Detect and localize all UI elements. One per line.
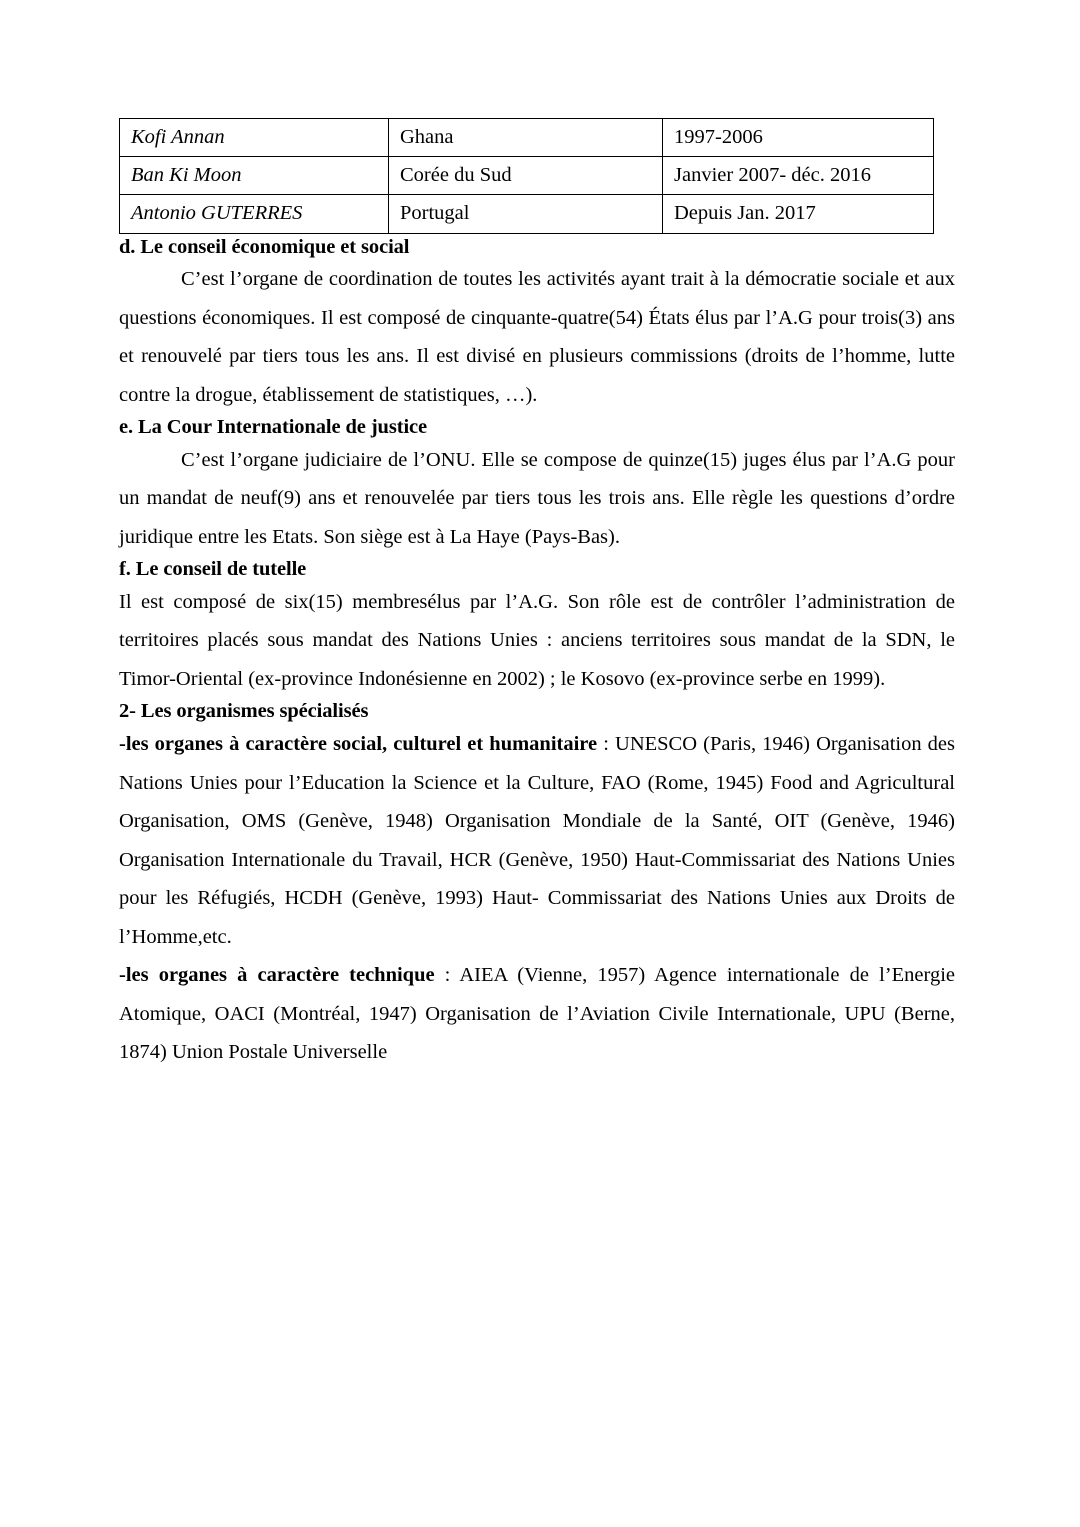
heading-section-e: e. La Cour Internationale de justice [119,416,428,439]
heading-section-f: f. Le conseil de tutelle [119,558,307,581]
separator-colon: : [597,733,616,756]
heading-section-2: 2- Les organismes spécialisés [119,700,369,723]
text-organes-social: UNESCO (Paris, 1946) Organisation des Nations Unies pour l’Education la Science et la Culture, FAO (Rome, 1945) Food and Agricultural Organisation, OMS (Genève, 1948) Organisation Mondiale de la Santé, OIT (Genève, 1946) Organisation Internationale du Travail, HCR (Genève, 1950) Haut-Commissariat des Nations Unies pour les Réfugiés, HCDH (Genève, 1993) Haut- Commissariat des Nations Unies aux Droits de l’Homme,etc. [119,733,956,948]
table-cell-country: Ghana [389,119,663,157]
document-content [119,118,955,1072]
table-cell-term: Janvier 2007- déc. 2016 [663,157,934,195]
table-cell-name: Antonio GUTERRES [120,195,389,233]
table-row [120,119,934,157]
table-row [120,195,934,233]
table-cell-name: Ban Ki Moon [120,157,389,195]
table-cell-country: Corée du Sud [389,157,663,195]
table-body [120,119,934,234]
table-cell-term: Depuis Jan. 2017 [663,195,934,233]
paragraph-organes-technique [119,956,955,1072]
separator-colon: : [434,964,460,987]
paragraph-section-d: C’est l’organe de coordination de toutes les activités ayant trait à la démocratie sociale et aux questions économiques. Il est composé de cinquante-quatre(54) États élus par l’A.G pour trois(3) ans et renouvelé par tiers tous les ans. Il est divisé en plusieurs commissions (droits de l’homme, lutte contre la drogue, établissement de statistiques, …). [119,268,955,406]
table-cell-country: Portugal [389,195,663,233]
text-organes-technique: AIEA (Vienne, 1957) Agence internationale de l’Energie Atomique, OACI (Montréal, 1947) Organisation de l’Aviation Civile Internationale, UPU (Berne, 1874) Union Postale Universelle [119,964,955,1064]
table-row [120,157,934,195]
heading-section-d: d. Le conseil économique et social [119,235,410,258]
secretaries-general-table [119,118,934,234]
table-cell-term: 1997-2006 [663,119,934,157]
paragraph-section-f: Il est composé de six(15) membresélus par l’A.G. Son rôle est de contrôler l’administration de territoires placés sous mandat des Nations Unies : anciens territoires sous mandat de la SDN, le Timor-Oriental (ex-province Indonésienne en 2002) ; le Kosovo (ex-province serbe en 1999). [119,590,955,690]
paragraph-organes-social [119,725,955,956]
lead-organes-technique: -les organes à caractère technique [119,964,435,987]
table-cell-name: Kofi Annan [120,119,389,157]
paragraph-section-e: C’est l’organe judiciaire de l’ONU. Elle se compose de quinze(15) juges élus par l’A.G pour un mandat de neuf(9) ans et renouvelée par tiers tous les trois ans. Elle règle les questions d’ordre juridique entre les Etats. Son siège est à La Haye (Pays-Bas). [119,448,955,548]
lead-organes-social: -les organes à caractère social, culturel et humanitaire [119,733,598,756]
